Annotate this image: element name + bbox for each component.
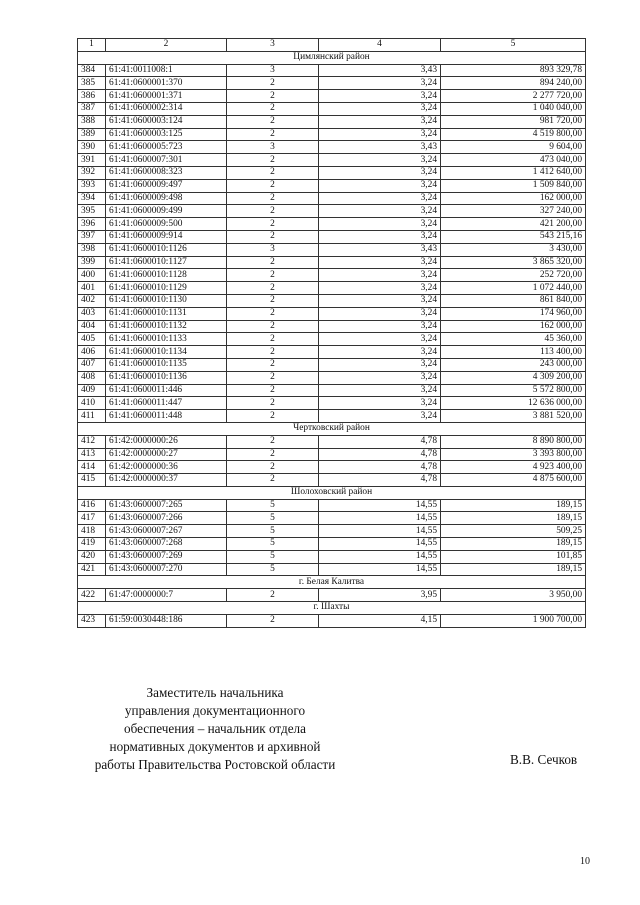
table-cell: 61:41:0600010:1130 xyxy=(106,294,227,307)
table-cell: 2 xyxy=(227,269,319,282)
table-cell: 61:43:0600007:265 xyxy=(106,499,227,512)
table-cell: 3,24 xyxy=(319,218,441,231)
table-cell: 3,24 xyxy=(319,230,441,243)
section-title: Чертковский район xyxy=(78,422,586,435)
signature-title-line: Заместитель начальника xyxy=(146,685,284,700)
table-cell: 61:41:0600003:124 xyxy=(106,115,227,128)
table-row xyxy=(78,166,586,179)
table-cell: 861 840,00 xyxy=(441,294,586,307)
table-row xyxy=(78,461,586,474)
table-cell: 422 xyxy=(78,589,106,602)
table-cell: 416 xyxy=(78,499,106,512)
signature-title-line: нормативных документов и архивной xyxy=(109,739,321,754)
table-cell: 417 xyxy=(78,512,106,525)
table-cell: 3,24 xyxy=(319,256,441,269)
table-cell: 61:42:0000000:37 xyxy=(106,474,227,487)
table-cell: 3,24 xyxy=(319,371,441,384)
table-cell: 189,15 xyxy=(441,499,586,512)
table-cell: 1 509 840,00 xyxy=(441,179,586,192)
table-cell: 3,24 xyxy=(319,282,441,295)
table-cell: 5 xyxy=(227,499,319,512)
table-row xyxy=(78,128,586,141)
table-cell: 543 215,16 xyxy=(441,230,586,243)
table-row xyxy=(78,525,586,538)
table-cell: 5 572 800,00 xyxy=(441,384,586,397)
table-cell: 3,24 xyxy=(319,205,441,218)
table-cell: 4,78 xyxy=(319,461,441,474)
table-cell: 61:41:0600010:1134 xyxy=(106,346,227,359)
table-cell: 2 xyxy=(227,614,319,627)
table-cell: 61:41:0600010:1136 xyxy=(106,371,227,384)
table-row xyxy=(78,333,586,346)
table-cell: 3,24 xyxy=(319,384,441,397)
table-cell: 392 xyxy=(78,166,106,179)
table-cell: 395 xyxy=(78,205,106,218)
table-cell: 14,55 xyxy=(319,538,441,551)
table-cell: 61:41:0600010:1132 xyxy=(106,320,227,333)
table-row xyxy=(78,218,586,231)
table-row xyxy=(78,77,586,90)
table-cell: 4,78 xyxy=(319,474,441,487)
table-cell: 1 412 640,00 xyxy=(441,166,586,179)
table-cell: 3,24 xyxy=(319,269,441,282)
table-cell: 3 xyxy=(227,243,319,256)
table-cell: 3,24 xyxy=(319,333,441,346)
table-cell: 61:41:0600009:497 xyxy=(106,179,227,192)
table-row xyxy=(78,320,586,333)
table-cell: 4,78 xyxy=(319,435,441,448)
table-cell: 45 360,00 xyxy=(441,333,586,346)
table-cell: 412 xyxy=(78,435,106,448)
table-cell: 411 xyxy=(78,410,106,423)
table-cell: 4 519 800,00 xyxy=(441,128,586,141)
table-cell: 189,15 xyxy=(441,538,586,551)
table-cell: 3,24 xyxy=(319,410,441,423)
table-cell: 3,43 xyxy=(319,141,441,154)
table-cell: 2 xyxy=(227,461,319,474)
table-cell: 391 xyxy=(78,154,106,167)
table-cell: 243 000,00 xyxy=(441,358,586,371)
table-cell: 61:41:0600010:1129 xyxy=(106,282,227,295)
table-row xyxy=(78,294,586,307)
table-cell: 3,43 xyxy=(319,243,441,256)
table-cell: 3 881 520,00 xyxy=(441,410,586,423)
table-cell: 5 xyxy=(227,538,319,551)
table-cell: 61:41:0600010:1126 xyxy=(106,243,227,256)
table-cell: 3,24 xyxy=(319,77,441,90)
table-cell: 2 xyxy=(227,333,319,346)
table-cell: 394 xyxy=(78,192,106,205)
table-cell: 61:41:0600008:323 xyxy=(106,166,227,179)
table-cell: 2 xyxy=(227,384,319,397)
table-cell: 14,55 xyxy=(319,550,441,563)
table-cell: 61:41:0600011:448 xyxy=(106,410,227,423)
table-cell: 5 xyxy=(227,550,319,563)
table-cell: 8 890 800,00 xyxy=(441,435,586,448)
table-row xyxy=(78,205,586,218)
table-cell: 2 xyxy=(227,154,319,167)
header-cell-3: 3 xyxy=(227,39,319,52)
table-cell: 894 240,00 xyxy=(441,77,586,90)
table-cell: 2 xyxy=(227,410,319,423)
header-cell-2: 2 xyxy=(106,39,227,52)
section-header-row xyxy=(78,576,586,589)
table-cell: 61:41:0600010:1128 xyxy=(106,269,227,282)
table-cell: 61:41:0600009:500 xyxy=(106,218,227,231)
table-cell: 404 xyxy=(78,320,106,333)
table-cell: 61:41:0600010:1133 xyxy=(106,333,227,346)
table-cell: 3 xyxy=(227,64,319,77)
table-row xyxy=(78,256,586,269)
table-cell: 4,15 xyxy=(319,614,441,627)
table-row xyxy=(78,115,586,128)
section-title: Шолоховский район xyxy=(78,486,586,499)
table-cell: 327 240,00 xyxy=(441,205,586,218)
table-cell: 981 720,00 xyxy=(441,115,586,128)
table-cell: 3,24 xyxy=(319,154,441,167)
table-row xyxy=(78,563,586,576)
table-cell: 414 xyxy=(78,461,106,474)
table-cell: 61:42:0000000:26 xyxy=(106,435,227,448)
table-cell: 14,55 xyxy=(319,563,441,576)
table-row xyxy=(78,474,586,487)
table-cell: 390 xyxy=(78,141,106,154)
table-row xyxy=(78,538,586,551)
section-header-row xyxy=(78,422,586,435)
table-cell: 3,24 xyxy=(319,90,441,103)
table-cell: 61:59:0030448:186 xyxy=(106,614,227,627)
table-cell: 1 072 440,00 xyxy=(441,282,586,295)
table-cell: 61:41:0600009:499 xyxy=(106,205,227,218)
table-row xyxy=(78,307,586,320)
table-cell: 3 430,00 xyxy=(441,243,586,256)
header-cell-5: 5 xyxy=(441,39,586,52)
table-cell: 4 923 400,00 xyxy=(441,461,586,474)
table-cell: 2 xyxy=(227,448,319,461)
section-header-row xyxy=(78,602,586,615)
table-cell: 5 xyxy=(227,525,319,538)
table-row xyxy=(78,358,586,371)
table-row xyxy=(78,192,586,205)
table-cell: 61:41:0600005:723 xyxy=(106,141,227,154)
table-cell: 3,24 xyxy=(319,115,441,128)
signature-block xyxy=(40,684,390,774)
table-cell: 61:41:0600003:125 xyxy=(106,128,227,141)
table-cell: 397 xyxy=(78,230,106,243)
table-row xyxy=(78,90,586,103)
table-row xyxy=(78,589,586,602)
table-cell: 2 xyxy=(227,307,319,320)
table-cell: 388 xyxy=(78,115,106,128)
table-cell: 409 xyxy=(78,384,106,397)
table-row xyxy=(78,269,586,282)
table-cell: 61:41:0600002:314 xyxy=(106,102,227,115)
table-cell: 61:41:0600001:371 xyxy=(106,90,227,103)
table-cell: 2 xyxy=(227,294,319,307)
table-cell: 12 636 000,00 xyxy=(441,397,586,410)
table-row xyxy=(78,384,586,397)
table-cell: 2 xyxy=(227,115,319,128)
table-cell: 14,55 xyxy=(319,499,441,512)
table-cell: 3 950,00 xyxy=(441,589,586,602)
table-cell: 61:42:0000000:27 xyxy=(106,448,227,461)
table-cell: 61:41:0600010:1135 xyxy=(106,358,227,371)
table-row xyxy=(78,102,586,115)
table-cell: 385 xyxy=(78,77,106,90)
table-cell: 2 xyxy=(227,179,319,192)
table-cell: 419 xyxy=(78,538,106,551)
table-cell: 61:43:0600007:266 xyxy=(106,512,227,525)
table-row xyxy=(78,397,586,410)
table-cell: 2 xyxy=(227,102,319,115)
table-cell: 413 xyxy=(78,448,106,461)
table-cell: 4 875 600,00 xyxy=(441,474,586,487)
page-number: 10 xyxy=(580,856,590,867)
table-cell: 61:41:0600007:301 xyxy=(106,154,227,167)
table-cell: 61:42:0000000:36 xyxy=(106,461,227,474)
table-cell: 1 040 040,00 xyxy=(441,102,586,115)
table-cell: 61:47:0000000:7 xyxy=(106,589,227,602)
table-cell: 3 393 800,00 xyxy=(441,448,586,461)
header-cell-4: 4 xyxy=(319,39,441,52)
table-cell: 2 xyxy=(227,230,319,243)
table-cell: 2 xyxy=(227,346,319,359)
table-cell: 61:41:0600010:1127 xyxy=(106,256,227,269)
table-cell: 389 xyxy=(78,128,106,141)
table-cell: 5 xyxy=(227,512,319,525)
table-cell: 61:43:0600007:270 xyxy=(106,563,227,576)
section-header-row xyxy=(78,486,586,499)
table-cell: 101,85 xyxy=(441,550,586,563)
table-cell: 396 xyxy=(78,218,106,231)
header-cell-1: 1 xyxy=(78,39,106,52)
table-cell: 2 xyxy=(227,371,319,384)
table-cell: 420 xyxy=(78,550,106,563)
section-title: Цимлянский район xyxy=(78,51,586,64)
table-row xyxy=(78,499,586,512)
table-cell: 418 xyxy=(78,525,106,538)
table-cell: 61:43:0600007:268 xyxy=(106,538,227,551)
table-cell: 4 309 200,00 xyxy=(441,371,586,384)
table-cell: 509,25 xyxy=(441,525,586,538)
table-cell: 61:41:0600011:446 xyxy=(106,384,227,397)
table-cell: 61:41:0600010:1131 xyxy=(106,307,227,320)
table-row xyxy=(78,243,586,256)
table-row xyxy=(78,179,586,192)
table-cell: 3,24 xyxy=(319,192,441,205)
table-cell: 14,55 xyxy=(319,512,441,525)
table-cell: 61:41:0600009:498 xyxy=(106,192,227,205)
table-cell: 2 xyxy=(227,320,319,333)
table-cell: 2 277 720,00 xyxy=(441,90,586,103)
table-cell: 61:41:0011008:1 xyxy=(106,64,227,77)
table-cell: 3,24 xyxy=(319,166,441,179)
table-cell: 3,24 xyxy=(319,307,441,320)
table-cell: 3,24 xyxy=(319,102,441,115)
table-cell: 421 xyxy=(78,563,106,576)
table-cell: 400 xyxy=(78,269,106,282)
table-row xyxy=(78,614,586,627)
table-cell: 113 400,00 xyxy=(441,346,586,359)
table-cell: 189,15 xyxy=(441,512,586,525)
table-cell: 421 200,00 xyxy=(441,218,586,231)
table-cell: 401 xyxy=(78,282,106,295)
table-cell: 399 xyxy=(78,256,106,269)
table-cell: 2 xyxy=(227,589,319,602)
table-cell: 415 xyxy=(78,474,106,487)
table-cell: 61:43:0600007:267 xyxy=(106,525,227,538)
table-cell: 3,95 xyxy=(319,589,441,602)
table-cell: 406 xyxy=(78,346,106,359)
cadastral-table xyxy=(77,38,586,628)
table-cell: 2 xyxy=(227,282,319,295)
table-cell: 2 xyxy=(227,205,319,218)
table-cell: 2 xyxy=(227,397,319,410)
section-header-row xyxy=(78,51,586,64)
signature-title-line: управления документационного xyxy=(124,703,306,718)
table-cell: 174 960,00 xyxy=(441,307,586,320)
table-row xyxy=(78,435,586,448)
table-cell: 893 329,78 xyxy=(441,64,586,77)
table-cell: 5 xyxy=(227,563,319,576)
table-row xyxy=(78,64,586,77)
table-cell: 3,24 xyxy=(319,128,441,141)
table-cell: 162 000,00 xyxy=(441,192,586,205)
table-cell: 2 xyxy=(227,166,319,179)
table-cell: 407 xyxy=(78,358,106,371)
table-cell: 14,55 xyxy=(319,525,441,538)
table-cell: 3,24 xyxy=(319,294,441,307)
table-cell: 387 xyxy=(78,102,106,115)
table-cell: 3,24 xyxy=(319,179,441,192)
table-cell: 2 xyxy=(227,218,319,231)
table-cell: 252 720,00 xyxy=(441,269,586,282)
section-title: г. Белая Калитва xyxy=(78,576,586,589)
table-cell: 9 604,00 xyxy=(441,141,586,154)
table-cell: 2 xyxy=(227,474,319,487)
table-cell: 402 xyxy=(78,294,106,307)
table-cell: 2 xyxy=(227,90,319,103)
table-row xyxy=(78,512,586,525)
table-body xyxy=(78,39,586,628)
signature-title-line: обеспечения – начальник отдела xyxy=(123,721,306,736)
table-cell: 386 xyxy=(78,90,106,103)
table-cell: 473 040,00 xyxy=(441,154,586,167)
table-cell: 403 xyxy=(78,307,106,320)
table-row xyxy=(78,141,586,154)
table-cell: 189,15 xyxy=(441,563,586,576)
table-cell: 61:41:0600011:447 xyxy=(106,397,227,410)
table-cell: 384 xyxy=(78,64,106,77)
table-row xyxy=(78,154,586,167)
table-cell: 61:41:0600009:914 xyxy=(106,230,227,243)
table-cell: 2 xyxy=(227,77,319,90)
table-cell: 410 xyxy=(78,397,106,410)
table-cell: 3,24 xyxy=(319,397,441,410)
table-cell: 61:43:0600007:269 xyxy=(106,550,227,563)
table-cell: 3,43 xyxy=(319,64,441,77)
table-cell: 3,24 xyxy=(319,320,441,333)
table-cell: 3,24 xyxy=(319,358,441,371)
table-row xyxy=(78,410,586,423)
table-cell: 2 xyxy=(227,256,319,269)
table-cell: 162 000,00 xyxy=(441,320,586,333)
table-row xyxy=(78,550,586,563)
table-cell: 3,24 xyxy=(319,346,441,359)
table-row xyxy=(78,371,586,384)
table-row xyxy=(78,282,586,295)
table-cell: 3 xyxy=(227,141,319,154)
table-header-row xyxy=(78,39,586,52)
table-row xyxy=(78,346,586,359)
table-cell: 3 865 320,00 xyxy=(441,256,586,269)
table-cell: 408 xyxy=(78,371,106,384)
table-cell: 2 xyxy=(227,435,319,448)
table-row xyxy=(78,448,586,461)
table-cell: 61:41:0600001:370 xyxy=(106,77,227,90)
table-cell: 1 900 700,00 xyxy=(441,614,586,627)
table-cell: 405 xyxy=(78,333,106,346)
table-cell: 398 xyxy=(78,243,106,256)
table-cell: 2 xyxy=(227,192,319,205)
signatory-name: В.В. Сечков xyxy=(510,752,578,767)
table-row xyxy=(78,230,586,243)
table-cell: 423 xyxy=(78,614,106,627)
table-cell: 393 xyxy=(78,179,106,192)
table-cell: 4,78 xyxy=(319,448,441,461)
section-title: г. Шахты xyxy=(78,602,586,615)
signature-title-line: работы Правительства Ростовской области xyxy=(94,757,336,772)
table-cell: 2 xyxy=(227,128,319,141)
table-cell: 2 xyxy=(227,358,319,371)
